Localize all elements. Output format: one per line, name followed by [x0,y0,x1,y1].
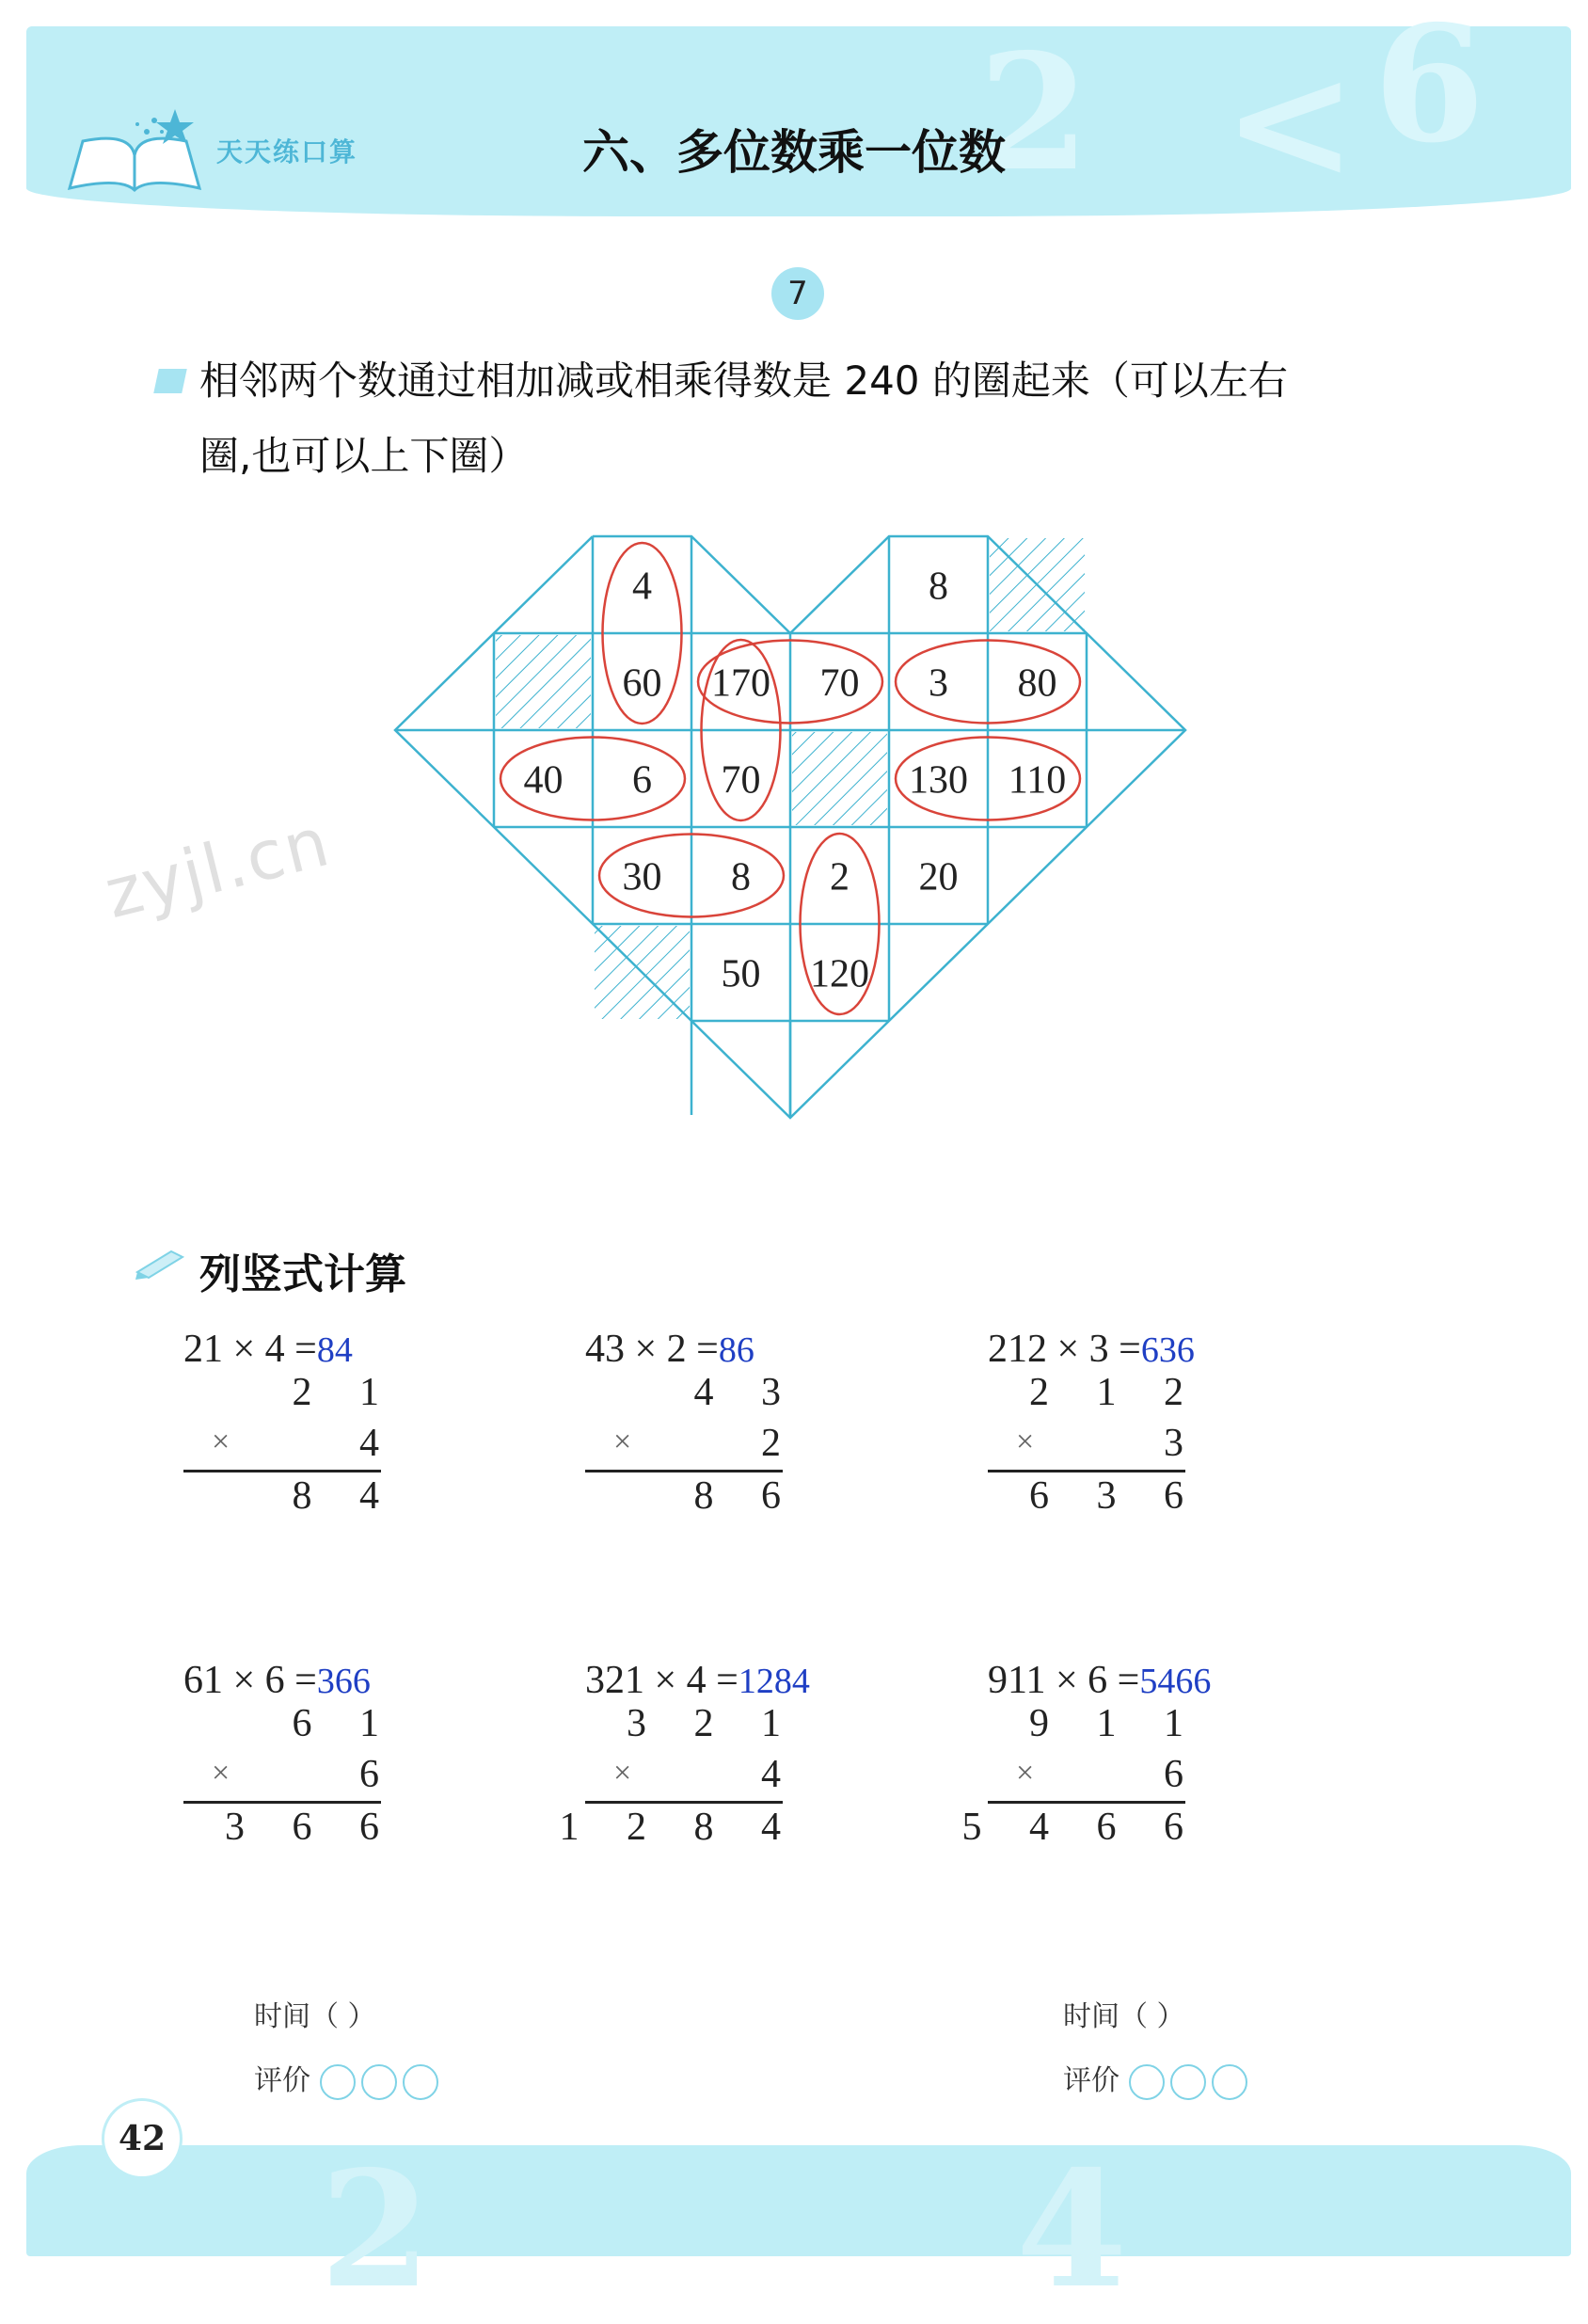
calc-expression: 321 × 4 =1284 [585,1659,810,1702]
calc-underline [988,1470,1185,1472]
calc-result[interactable]: 5 4 6 6 [961,1806,1202,1849]
calc-result[interactable]: 8 6 [693,1474,800,1518]
grid-number[interactable]: 70 [721,758,761,803]
calc-answer[interactable]: 636 [1140,1330,1195,1370]
times-sign: × [1016,1756,1035,1791]
grid-number[interactable]: 50 [721,952,761,996]
calc-answer[interactable]: 86 [718,1330,754,1370]
vertical-calculation [183,1327,466,1518]
evaluation-label: 评价 [1063,2064,1120,2097]
grid-number[interactable]: 80 [1017,661,1057,706]
footer-banner [26,2145,1571,2256]
sad-face-icon[interactable] [403,2064,438,2100]
smile-face-icon[interactable] [320,2064,356,2100]
watermark: zyjl.cn [97,801,339,934]
calc-multiplier: 3 [1164,1422,1202,1465]
calc-multiplier: 2 [761,1422,800,1465]
vertical-calculation [559,1658,867,1849]
sad-face-icon[interactable] [1212,2064,1247,2100]
calc-answer[interactable]: 84 [316,1330,353,1370]
calc-answer[interactable]: 366 [316,1662,371,1701]
calc-multiplicand: 4 3 [693,1371,800,1414]
evaluation-label: 评价 [254,2064,310,2097]
calc-expression: 43 × 2 =86 [585,1328,754,1371]
vertical-calculation [585,1327,867,1518]
grid-number[interactable]: 8 [731,855,751,899]
calc-result[interactable]: 1 2 8 4 [559,1806,800,1849]
question-text-line2: 圈,也可以上下圈） [199,433,529,479]
question-text-line1: 相邻两个数通过相加减或相乘得数是 240 的圈起来（可以左右 [199,358,1288,404]
evaluation-right [1063,2057,1253,2100]
time-label-left: 时间（ ） [254,2000,376,2033]
calc-answer[interactable]: 1284 [738,1662,810,1701]
grid-number[interactable]: 6 [632,758,652,803]
heart-number-grid [386,527,1195,1148]
times-sign: × [212,1756,230,1791]
calc-multiplier: 4 [359,1422,398,1465]
decorative-digit: 6 [1374,0,1485,179]
grid-number[interactable]: 40 [523,758,564,803]
question-marker-icon [153,369,187,393]
grid-number[interactable]: 30 [622,855,662,899]
grid-number[interactable]: 2 [830,855,850,899]
calc-underline [585,1470,783,1472]
calc-underline [183,1470,381,1472]
calc-answer[interactable]: 5466 [1139,1662,1212,1701]
grid-number[interactable]: 130 [909,758,968,803]
lesson-number-badge: 7 [771,267,824,320]
calc-multiplier: 6 [359,1753,398,1796]
hatched-cell [595,926,690,1019]
pencil-icon [134,1244,190,1281]
calc-result[interactable]: 3 6 6 [225,1806,398,1849]
calc-expression: 21 × 4 =84 [183,1328,353,1371]
calc-multiplicand: 6 1 [292,1702,398,1745]
evaluation-left [254,2057,444,2100]
calc-multiplicand: 9 1 1 [1029,1702,1202,1745]
chapter-title: 六、多位数乘一位数 [582,125,1006,180]
smile-face-icon[interactable] [1129,2064,1165,2100]
decorative-digit: 2 [978,19,1090,207]
hatched-cell [496,635,591,728]
brand-name: 天天练口算 [216,136,358,167]
smile-face-icon[interactable] [1170,2064,1206,2100]
calc-multiplicand: 2 1 2 [1029,1371,1202,1414]
grid-number[interactable]: 120 [810,952,869,996]
calc-multiplier: 6 [1164,1753,1202,1796]
calc-underline [988,1801,1185,1804]
hatched-cell [792,732,887,825]
calc-multiplicand: 3 2 1 [627,1702,800,1745]
decorative-digit: 4 [1016,2136,1128,2324]
calc-result[interactable]: 6 3 6 [1029,1474,1202,1518]
calc-underline [585,1801,783,1804]
calc-result[interactable]: 8 4 [292,1474,398,1518]
calc-multiplier: 4 [761,1753,800,1796]
hatched-cell [990,538,1085,631]
grid-number[interactable]: 110 [1008,758,1067,803]
calc-expression: 61 × 6 =366 [183,1659,371,1702]
page-number: 42 [102,2098,183,2179]
smile-face-icon[interactable] [361,2064,397,2100]
grid-number[interactable]: 4 [632,565,652,609]
vertical-calculation [183,1658,466,1849]
times-sign: × [212,1425,230,1459]
time-label-right: 时间（ ） [1063,2000,1185,2033]
times-sign: × [613,1425,632,1459]
calc-underline [183,1801,381,1804]
calc-multiplicand: 2 1 [292,1371,398,1414]
times-sign: × [613,1756,632,1791]
grid-number[interactable]: 3 [929,661,948,706]
times-sign: × [1016,1425,1035,1459]
grid-number[interactable]: 20 [918,855,959,899]
vertical-calculation [961,1658,1270,1849]
grid-number[interactable]: 70 [819,661,860,706]
grid-number[interactable]: 8 [929,565,948,609]
calc-expression: 911 × 6 =5466 [988,1659,1212,1702]
calc-expression: 212 × 3 =636 [988,1328,1195,1371]
decorative-digit: < [1223,28,1358,216]
vertical-calculation [988,1327,1270,1518]
grid-number[interactable]: 60 [622,661,662,706]
decorative-digit: 2 [320,2136,432,2324]
grid-number[interactable]: 170 [711,661,770,706]
section-title: 列竖式计算 [199,1250,406,1298]
